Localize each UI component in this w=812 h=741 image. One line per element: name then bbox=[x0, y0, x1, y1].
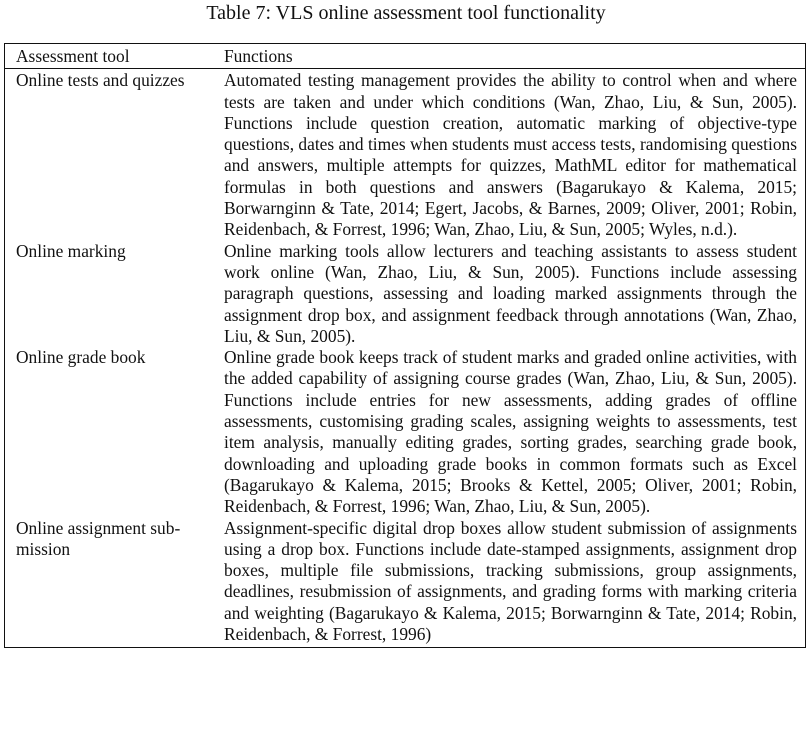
table-row bbox=[5, 69, 805, 241]
table-row bbox=[5, 518, 805, 648]
table-header bbox=[5, 44, 805, 69]
tool-cell: Online assignment submission bbox=[16, 517, 181, 559]
header-row bbox=[5, 44, 805, 69]
tool-cell: Online tests and quizzes bbox=[16, 70, 185, 91]
tool-cell: Online marking bbox=[16, 240, 126, 261]
functions-cell: Assignment-specific digital drop boxes allow student submission of assignments using a drop box. Functions include date-stamped assignments, assignment drop boxes, multiple file submissions, tracking submissions, group assignments, deadlines, resubmission of assignments, and grading forms with marking criteria and weighting (Bagarukayo & Kalema, 2015; Borwarnginn & Tate, 2014; Robin, Reidenbach, & Forrest, 1996) bbox=[224, 517, 797, 645]
table bbox=[5, 44, 805, 647]
tool-cell: Online grade book bbox=[16, 347, 146, 368]
table-row bbox=[5, 347, 805, 517]
functions-cell: Automated testing management provides the ability to control when and where tests are taken and under which conditions (Wan, Zhao, Liu, & Sun, 2005). Functions include question creation, automatic marking of objective-type questions, dates and times when students must access tests, randomising questions and answers, multiple attempts for quizzes, MathML editor for mathematical formulas in both questions and answers (Bagarukayo & Kalema, 2015; Borwarnginn & Tate, 2014; Egert, Jacobs, & Barnes, 2009; Oliver, 2001; Robin, Reidenbach, & Forrest, 1996; Wan, Zhao, Liu, & Sun, 2005; Wyles, n.d.). bbox=[224, 70, 797, 240]
functions-cell: Online grade book keeps track of student marks and graded online activities, with the added capability of assigning course grades (Wan, Zhao, Liu, & Sun, 2005). Functions include entries for new assessments, adding grades of offline assessments, customising grading scales, assigning weights to assessments, test item analysis, manually editing grades, sorting grades, searching grade book, downloading and uploading grade books in common formats such as Excel (Bagarukayo & Kalema, 2015; Brooks & Kettel, 2005; Oliver, 2001; Robin, Reidenbach, & Forrest, 1996; Wan, Zhao, Liu, & Sun, 2005). bbox=[224, 347, 797, 517]
table-row bbox=[5, 241, 805, 347]
table-caption: Table 7: VLS online assessment tool functionality bbox=[206, 2, 606, 24]
functions-cell: Online marking tools allow lecturers and teaching assistants to assess student work online (Wan, Zhao, Liu, & Sun, 2005). Functions include assessing paragraph questions, assessing and loading marked assignments through the assignment drop box, and assignment feedback through annotations (Wan, Zhao, Liu, & Sun, 2005). bbox=[224, 240, 797, 346]
column-header-assessment-tool: Assessment tool bbox=[5, 44, 224, 69]
assessment-tool-table bbox=[4, 43, 806, 648]
column-header-functions: Functions bbox=[224, 44, 805, 69]
table-body bbox=[5, 69, 805, 648]
